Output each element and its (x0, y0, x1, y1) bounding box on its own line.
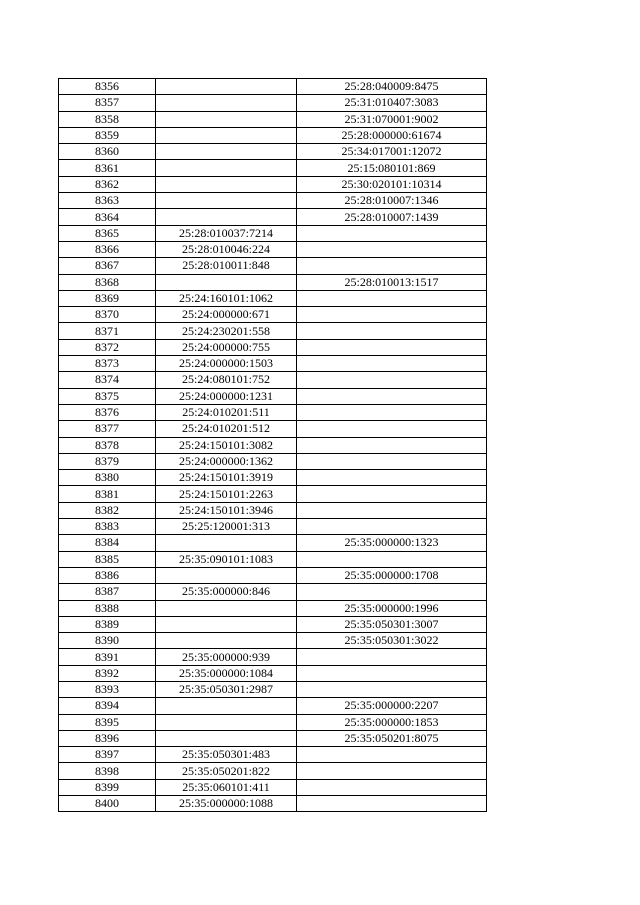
row-number-cell: 8370 (59, 307, 156, 323)
table-row (59, 176, 487, 192)
cadastral-number-cell-b (297, 437, 487, 453)
cadastral-number-cell-a (156, 714, 297, 730)
table-row (59, 616, 487, 632)
cadastral-number-cell-b: 25:35:000000:1708 (297, 567, 487, 583)
cadastral-number-cell-b (297, 502, 487, 518)
row-number-cell: 8391 (59, 649, 156, 665)
table-row (59, 225, 487, 241)
cadastral-number-cell-b: 25:15:080101:869 (297, 160, 487, 176)
cadastral-number-cell-a: 25:35:000000:1088 (156, 796, 297, 812)
row-number-cell: 8390 (59, 633, 156, 649)
row-number-cell: 8357 (59, 95, 156, 111)
cadastral-number-cell-b (297, 356, 487, 372)
table-row (59, 404, 487, 420)
cadastral-number-cell-a: 25:24:010201:511 (156, 404, 297, 420)
cadastral-number-cell-b (297, 486, 487, 502)
cadastral-number-cell-a: 25:24:000000:671 (156, 307, 297, 323)
row-number-cell: 8397 (59, 747, 156, 763)
row-number-cell: 8381 (59, 486, 156, 502)
table-row (59, 567, 487, 583)
table-row (59, 307, 487, 323)
cadastral-number-cell-b (297, 388, 487, 404)
table-row (59, 95, 487, 111)
cadastral-number-cell-a (156, 274, 297, 290)
cadastral-number-cell-b (297, 258, 487, 274)
table-row (59, 193, 487, 209)
table-row (59, 535, 487, 551)
cadastral-number-cell-b (297, 290, 487, 306)
cadastral-number-cell-a (156, 600, 297, 616)
cadastral-number-cell-a: 25:25:120001:313 (156, 519, 297, 535)
row-number-cell: 8363 (59, 193, 156, 209)
cadastral-number-cell-b (297, 649, 487, 665)
cadastral-number-cell-a: 25:24:150101:2263 (156, 486, 297, 502)
cadastral-number-cell-a (156, 209, 297, 225)
table-row (59, 486, 487, 502)
table-row (59, 323, 487, 339)
table-row (59, 730, 487, 746)
cadastral-number-cell-a (156, 567, 297, 583)
table-row (59, 437, 487, 453)
row-number-cell: 8368 (59, 274, 156, 290)
row-number-cell: 8396 (59, 730, 156, 746)
cadastral-number-cell-a (156, 144, 297, 160)
table-row (59, 470, 487, 486)
cadastral-number-cell-a: 25:35:000000:846 (156, 584, 297, 600)
table-row (59, 633, 487, 649)
cadastral-number-cell-b: 25:31:010407:3083 (297, 95, 487, 111)
cadastral-number-cell-b (297, 747, 487, 763)
cadastral-number-cell-a: 25:24:000000:755 (156, 339, 297, 355)
cadastral-number-cell-a (156, 95, 297, 111)
cadastral-number-cell-a: 25:24:150101:3082 (156, 437, 297, 453)
cadastral-number-cell-b: 25:28:010013:1517 (297, 274, 487, 290)
table-row (59, 372, 487, 388)
cadastral-number-cell-a (156, 160, 297, 176)
table-row (59, 796, 487, 812)
row-number-cell: 8369 (59, 290, 156, 306)
data-table (58, 78, 487, 812)
cadastral-number-cell-a: 25:24:150101:3919 (156, 470, 297, 486)
row-number-cell: 8392 (59, 665, 156, 681)
table-row (59, 649, 487, 665)
table-row (59, 258, 487, 274)
table-row (59, 79, 487, 95)
cadastral-number-cell-b (297, 421, 487, 437)
row-number-cell: 8399 (59, 779, 156, 795)
cadastral-number-cell-b: 25:35:000000:2207 (297, 698, 487, 714)
cadastral-number-cell-b (297, 453, 487, 469)
table-row (59, 160, 487, 176)
cadastral-number-cell-b: 25:35:000000:1853 (297, 714, 487, 730)
cadastral-number-cell-a (156, 176, 297, 192)
table-row (59, 453, 487, 469)
cadastral-number-cell-a: 25:35:000000:939 (156, 649, 297, 665)
cadastral-number-cell-b (297, 372, 487, 388)
cadastral-number-cell-b (297, 551, 487, 567)
row-number-cell: 8383 (59, 519, 156, 535)
cadastral-number-cell-a (156, 193, 297, 209)
row-number-cell: 8386 (59, 567, 156, 583)
table-row (59, 388, 487, 404)
row-number-cell: 8395 (59, 714, 156, 730)
cadastral-number-cell-b (297, 763, 487, 779)
table-row (59, 747, 487, 763)
cadastral-number-cell-b: 25:35:050201:8075 (297, 730, 487, 746)
table-row (59, 209, 487, 225)
cadastral-number-cell-a (156, 730, 297, 746)
cadastral-number-cell-b (297, 225, 487, 241)
table-row (59, 551, 487, 567)
row-number-cell: 8356 (59, 79, 156, 95)
cadastral-number-cell-a: 25:35:000000:1084 (156, 665, 297, 681)
table-row (59, 519, 487, 535)
table-row (59, 274, 487, 290)
row-number-cell: 8362 (59, 176, 156, 192)
row-number-cell: 8365 (59, 225, 156, 241)
cadastral-number-cell-b (297, 323, 487, 339)
cadastral-number-cell-a: 25:24:010201:512 (156, 421, 297, 437)
row-number-cell: 8364 (59, 209, 156, 225)
row-number-cell: 8382 (59, 502, 156, 518)
table-row (59, 665, 487, 681)
cadastral-number-cell-b (297, 779, 487, 795)
table-row (59, 241, 487, 257)
cadastral-number-cell-a: 25:24:080101:752 (156, 372, 297, 388)
cadastral-number-cell-a: 25:24:150101:3946 (156, 502, 297, 518)
cadastral-number-cell-b: 25:28:000000:61674 (297, 127, 487, 143)
table-row (59, 339, 487, 355)
row-number-cell: 8387 (59, 584, 156, 600)
row-number-cell: 8385 (59, 551, 156, 567)
row-number-cell: 8384 (59, 535, 156, 551)
row-number-cell: 8379 (59, 453, 156, 469)
cadastral-number-cell-b: 25:34:017001:12072 (297, 144, 487, 160)
table-row (59, 502, 487, 518)
cadastral-number-cell-a: 25:35:050201:822 (156, 763, 297, 779)
cadastral-number-cell-b (297, 665, 487, 681)
cadastral-number-cell-b: 25:28:010007:1346 (297, 193, 487, 209)
table-row (59, 290, 487, 306)
cadastral-number-cell-b (297, 796, 487, 812)
cadastral-number-cell-b (297, 681, 487, 697)
row-number-cell: 8367 (59, 258, 156, 274)
row-number-cell: 8400 (59, 796, 156, 812)
cadastral-number-cell-a: 25:24:000000:1503 (156, 356, 297, 372)
table-row (59, 779, 487, 795)
cadastral-number-cell-a (156, 535, 297, 551)
cadastral-number-cell-b (297, 339, 487, 355)
row-number-cell: 8358 (59, 111, 156, 127)
cadastral-number-cell-a (156, 79, 297, 95)
cadastral-number-cell-a (156, 633, 297, 649)
table-row (59, 763, 487, 779)
cadastral-number-cell-b (297, 241, 487, 257)
cadastral-number-cell-b: 25:31:070001:9002 (297, 111, 487, 127)
table-body (59, 79, 487, 812)
row-number-cell: 8373 (59, 356, 156, 372)
cadastral-number-cell-a: 25:24:160101:1062 (156, 290, 297, 306)
cadastral-number-cell-b (297, 404, 487, 420)
cadastral-number-cell-a: 25:35:090101:1083 (156, 551, 297, 567)
table-row (59, 681, 487, 697)
cadastral-number-cell-a (156, 127, 297, 143)
table-row (59, 111, 487, 127)
cadastral-number-cell-b (297, 584, 487, 600)
table-row (59, 421, 487, 437)
table-row (59, 584, 487, 600)
row-number-cell: 8378 (59, 437, 156, 453)
cadastral-number-cell-a: 25:28:010046:224 (156, 241, 297, 257)
row-number-cell: 8380 (59, 470, 156, 486)
row-number-cell: 8361 (59, 160, 156, 176)
table-row (59, 144, 487, 160)
cadastral-number-cell-b (297, 470, 487, 486)
cadastral-number-cell-a: 25:35:060101:411 (156, 779, 297, 795)
row-number-cell: 8393 (59, 681, 156, 697)
row-number-cell: 8398 (59, 763, 156, 779)
row-number-cell: 8394 (59, 698, 156, 714)
row-number-cell: 8374 (59, 372, 156, 388)
row-number-cell: 8366 (59, 241, 156, 257)
cadastral-number-cell-a (156, 616, 297, 632)
cadastral-number-cell-b: 25:35:050301:3007 (297, 616, 487, 632)
row-number-cell: 8376 (59, 404, 156, 420)
cadastral-number-cell-b (297, 307, 487, 323)
cadastral-number-cell-b (297, 519, 487, 535)
row-number-cell: 8375 (59, 388, 156, 404)
row-number-cell: 8389 (59, 616, 156, 632)
cadastral-number-cell-b: 25:30:020101:10314 (297, 176, 487, 192)
cadastral-number-cell-b: 25:35:000000:1323 (297, 535, 487, 551)
table-row (59, 127, 487, 143)
cadastral-number-cell-a: 25:28:010037:7214 (156, 225, 297, 241)
cadastral-number-cell-a: 25:24:230201:558 (156, 323, 297, 339)
table-row (59, 714, 487, 730)
cadastral-number-cell-b: 25:35:050301:3022 (297, 633, 487, 649)
cadastral-number-cell-b: 25:28:040009:8475 (297, 79, 487, 95)
row-number-cell: 8360 (59, 144, 156, 160)
cadastral-number-cell-a: 25:24:000000:1362 (156, 453, 297, 469)
cadastral-number-cell-b: 25:28:010007:1439 (297, 209, 487, 225)
table-row (59, 698, 487, 714)
cadastral-number-cell-a: 25:35:050301:483 (156, 747, 297, 763)
row-number-cell: 8372 (59, 339, 156, 355)
cadastral-number-cell-a (156, 111, 297, 127)
cadastral-number-cell-b: 25:35:000000:1996 (297, 600, 487, 616)
table-row (59, 600, 487, 616)
table-row (59, 356, 487, 372)
row-number-cell: 8359 (59, 127, 156, 143)
row-number-cell: 8388 (59, 600, 156, 616)
cadastral-number-cell-a: 25:24:000000:1231 (156, 388, 297, 404)
cadastral-number-cell-a (156, 698, 297, 714)
cadastral-number-cell-a: 25:28:010011:848 (156, 258, 297, 274)
row-number-cell: 8371 (59, 323, 156, 339)
row-number-cell: 8377 (59, 421, 156, 437)
cadastral-number-cell-a: 25:35:050301:2987 (156, 681, 297, 697)
